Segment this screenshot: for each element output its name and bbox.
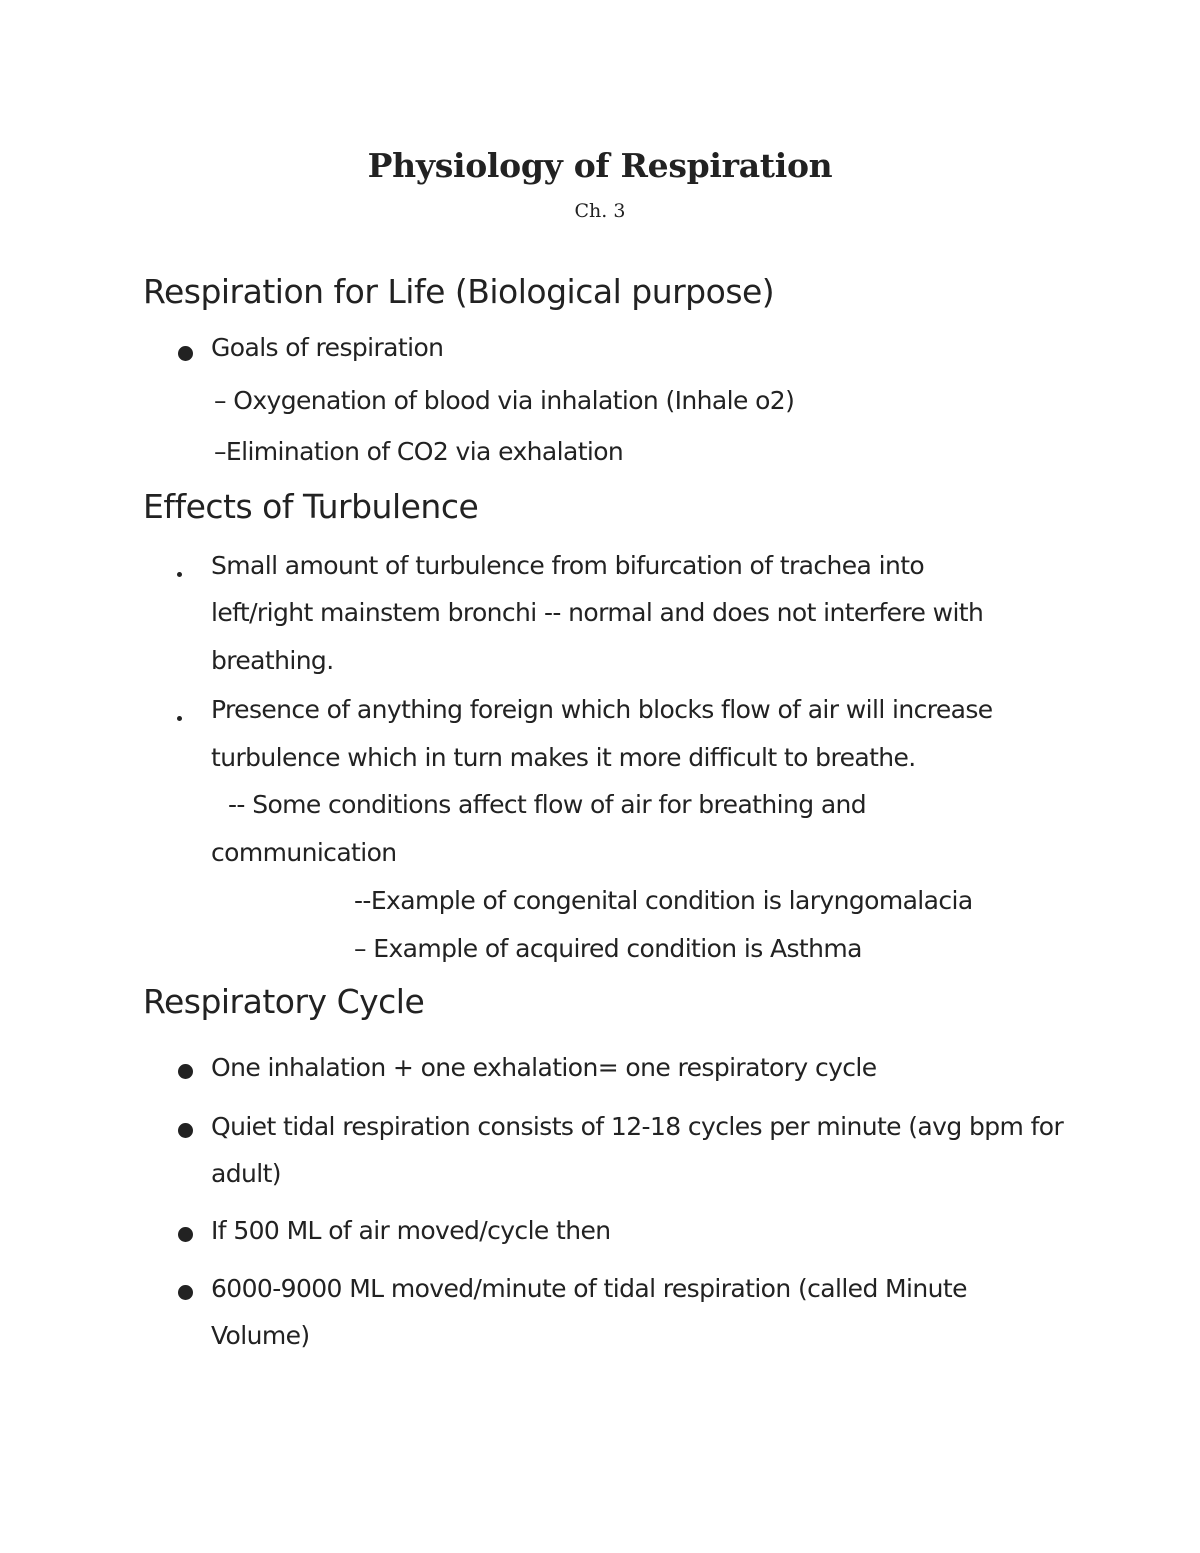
- section-heading-effects-of-turbulence: Effects of Turbulence: [143, 487, 479, 526]
- list-item: -- Some conditions affect flow of air for breathing and: [228, 790, 867, 819]
- list-item: – Oxygenation of blood via inhalation (Inhale o2): [214, 386, 795, 415]
- list-item: --Example of congenital condition is laryngomalacia: [354, 886, 973, 915]
- list-item: Quiet tidal respiration consists of 12-18 cycles per minute (avg bpm for: [211, 1112, 1064, 1141]
- section-heading-respiration-for-life: Respiration for Life (Biological purpose): [143, 272, 775, 311]
- bullet-icon: [177, 572, 182, 577]
- list-item: –Elimination of CO2 via exhalation: [214, 437, 624, 466]
- list-item: breathing.: [211, 646, 334, 675]
- list-item: Volume): [211, 1321, 310, 1350]
- list-item: Small amount of turbulence from bifurcation of trachea into: [211, 551, 925, 580]
- bullet-icon: [178, 1123, 193, 1138]
- bullet-icon: [178, 346, 193, 361]
- bullet-icon: [178, 1227, 193, 1242]
- list-item: Presence of anything foreign which blocks flow of air will increase: [211, 695, 993, 724]
- bullet-icon: [178, 1285, 193, 1300]
- bullet-icon: [177, 716, 182, 721]
- list-item: 6000-9000 ML moved/minute of tidal respiration (called Minute: [211, 1274, 967, 1303]
- list-item: communication: [211, 838, 397, 867]
- list-item: One inhalation + one exhalation= one respiratory cycle: [211, 1053, 877, 1082]
- list-item: adult): [211, 1159, 281, 1188]
- list-item: Goals of respiration: [211, 333, 444, 362]
- list-item: – Example of acquired condition is Asthma: [354, 934, 862, 963]
- chapter-label: Ch. 3: [574, 200, 626, 222]
- bullet-icon: [178, 1064, 193, 1079]
- section-heading-respiratory-cycle: Respiratory Cycle: [143, 982, 425, 1021]
- list-item: left/right mainstem bronchi -- normal and does not interfere with: [211, 598, 984, 627]
- page-title: Physiology of Respiration: [367, 146, 833, 185]
- list-item: turbulence which in turn makes it more difficult to breathe.: [211, 743, 916, 772]
- list-item: If 500 ML of air moved/cycle then: [211, 1216, 611, 1245]
